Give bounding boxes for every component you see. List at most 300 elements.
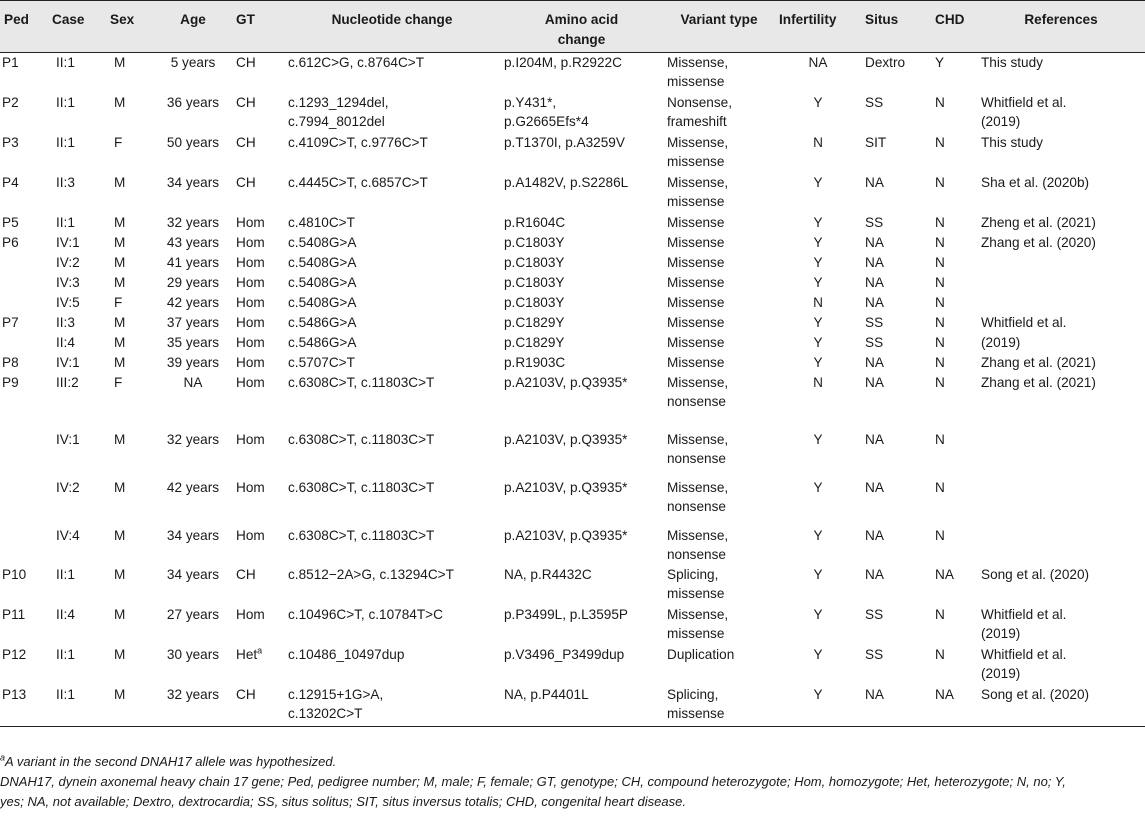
cell-nucleotide-change [284, 173, 500, 213]
cell-infertility [775, 333, 861, 353]
cell-references-line: Zhang et al. (2020) [981, 234, 1096, 250]
cell-gt-text: Hom [236, 374, 265, 390]
cell-amino-acid-change [500, 293, 663, 313]
cell-amino-acid-change [500, 565, 663, 605]
cell-age [154, 233, 232, 253]
cell-chd [931, 421, 977, 469]
cell-gt [232, 333, 284, 353]
cell-nucleotide-change-line: c.5408G>A [288, 294, 357, 310]
cell-age [154, 173, 232, 213]
cell-situs [861, 469, 931, 517]
cell-references [977, 469, 1145, 517]
cell-references [977, 333, 1145, 353]
cell-variant-type [663, 333, 775, 353]
cell-infertility [775, 293, 861, 313]
cell-variant-type [663, 213, 775, 233]
cell-gt-text: Hom [236, 527, 265, 543]
cell-variant-type [663, 605, 775, 645]
cell-gt-text: Hom [236, 479, 265, 495]
cell-nucleotide-change-line: c.5408G>A [288, 254, 357, 270]
cell-situs [861, 53, 931, 93]
cell-sex-text: M [114, 234, 126, 250]
table-row [0, 233, 1145, 253]
cell-variant-type-line: Duplication [667, 646, 735, 662]
cell-age-text: 42 years [166, 294, 220, 310]
cell-sex-text: M [114, 334, 126, 350]
cell-gt-text: Hom [236, 354, 265, 370]
cell-age-text: 37 years [166, 314, 220, 330]
cell-case-text: II:1 [56, 94, 75, 110]
cell-variant-type-line: Missense [667, 354, 725, 370]
cell-case [48, 685, 106, 727]
cell-ped-text: P6 [2, 234, 19, 250]
cell-chd-text: N [935, 134, 945, 150]
cell-chd-text: NA [935, 686, 954, 702]
cell-references [977, 353, 1145, 373]
cell-amino-acid-change-line: p.R1903C [504, 354, 566, 370]
footnote-mark: a [0, 752, 6, 763]
table-row [0, 565, 1145, 605]
cell-nucleotide-change [284, 645, 500, 685]
cell-gt [232, 353, 284, 373]
cell-amino-acid-change-line: p.A2103V, p.Q3935* [504, 527, 628, 543]
table-row [0, 353, 1145, 373]
table-row [0, 133, 1145, 173]
cell-ped-text: P13 [2, 686, 27, 702]
cell-variant-type-line: Missense [667, 274, 725, 290]
cell-amino-acid-change-line: p.T1370I, p.A3259V [504, 134, 625, 150]
cell-gt [232, 685, 284, 727]
cell-nucleotide-change-line: c.4445C>T, c.6857C>T [288, 174, 428, 190]
cell-case-text: II:1 [56, 134, 75, 150]
cell-chd-text: N [935, 174, 945, 190]
cell-situs-text: NA [865, 686, 884, 702]
cell-nucleotide-change-line: c.5408G>A [288, 234, 357, 250]
cell-references-line: This study [981, 134, 1043, 150]
cell-gt-text: CH [236, 566, 256, 582]
cell-chd [931, 293, 977, 313]
cell-nucleotide-change-line: c.12915+1G>A, [288, 686, 384, 702]
cell-chd [931, 213, 977, 233]
cell-nucleotide-change [284, 517, 500, 565]
cell-variant-type-line: nonsense [667, 546, 726, 562]
cell-references [977, 421, 1145, 469]
cell-infertility [775, 565, 861, 605]
cell-ped-text: P3 [2, 134, 19, 150]
cell-references [977, 373, 1145, 421]
cell-ped [0, 605, 48, 645]
cell-infertility [775, 421, 861, 469]
cell-amino-acid-change-line: p.A1482V, p.S2286L [504, 174, 629, 190]
header-chd: CHD [931, 1, 977, 53]
cell-age [154, 53, 232, 93]
cell-ped-text: P5 [2, 214, 19, 230]
cell-sex-text: M [114, 214, 126, 230]
cell-variant-type-line: missense [667, 705, 725, 721]
cell-variant-type [663, 421, 775, 469]
cell-variant-type-line: Nonsense, [667, 94, 732, 110]
table-row [0, 273, 1145, 293]
cell-gt-text: Hom [236, 274, 265, 290]
cell-references [977, 293, 1145, 313]
cell-infertility-text: N [813, 134, 823, 150]
cell-variant-type-line: nonsense [667, 450, 726, 466]
cell-sex [106, 173, 154, 213]
cell-amino-acid-change-line: p.A2103V, p.Q3935* [504, 374, 628, 390]
cell-gt-text: Hom [236, 334, 265, 350]
cell-chd-text: N [935, 374, 945, 390]
cell-chd [931, 605, 977, 645]
cell-references-line: Song et al. (2020) [981, 686, 1090, 702]
cell-nucleotide-change [284, 421, 500, 469]
cell-references [977, 273, 1145, 293]
cell-amino-acid-change [500, 273, 663, 293]
table-row [0, 313, 1145, 333]
cell-sex [106, 685, 154, 727]
cell-infertility [775, 273, 861, 293]
cell-age-text: 39 years [166, 354, 220, 370]
cell-infertility-text: N [813, 374, 823, 390]
cell-amino-acid-change [500, 213, 663, 233]
cell-infertility-text: Y [813, 527, 823, 543]
cell-gt-text: Hom [236, 234, 265, 250]
cell-situs-text: NA [865, 174, 884, 190]
cell-situs [861, 133, 931, 173]
cell-age [154, 293, 232, 313]
cell-age [154, 273, 232, 293]
cell-gt [232, 313, 284, 333]
cell-situs [861, 273, 931, 293]
cell-case [48, 353, 106, 373]
cell-situs [861, 373, 931, 421]
cell-chd-text: N [935, 527, 945, 543]
cell-age [154, 313, 232, 333]
cell-sex [106, 213, 154, 233]
table-row [0, 173, 1145, 213]
cell-age-text: 36 years [166, 94, 220, 110]
cell-chd [931, 253, 977, 273]
cell-situs-text: NA [865, 354, 884, 370]
cell-case-text: III:2 [56, 374, 79, 390]
cell-chd [931, 273, 977, 293]
cell-variant-type-line: Missense [667, 294, 725, 310]
cell-nucleotide-change [284, 53, 500, 93]
cell-infertility-text: Y [813, 254, 823, 270]
cell-amino-acid-change [500, 421, 663, 469]
cell-situs-text: SS [865, 606, 884, 622]
cell-infertility [775, 517, 861, 565]
cell-gt [232, 273, 284, 293]
cell-case-text: IV:2 [56, 254, 80, 270]
cell-sex [106, 565, 154, 605]
cell-gt [232, 133, 284, 173]
cell-ped [0, 421, 48, 469]
cell-nucleotide-change [284, 565, 500, 605]
header-nucleotide-change: Nucleotide change [284, 1, 500, 53]
cell-case-text: II:1 [56, 686, 75, 702]
cell-age-text: 35 years [166, 334, 220, 350]
cell-age-text: 42 years [166, 479, 220, 495]
cell-references-line: (2019) [981, 334, 1021, 350]
table-row [0, 605, 1145, 645]
cell-infertility-text: Y [813, 174, 823, 190]
cell-case [48, 645, 106, 685]
cell-references [977, 313, 1145, 333]
cell-situs [861, 213, 931, 233]
cell-references [977, 173, 1145, 213]
cell-gt-text: CH [236, 134, 256, 150]
cell-sex [106, 517, 154, 565]
cell-ped [0, 313, 48, 333]
cell-variant-type-line: Missense, [667, 134, 729, 150]
cell-chd-text: N [935, 431, 945, 447]
cell-situs [861, 173, 931, 213]
cell-nucleotide-change-line: c.6308C>T, c.11803C>T [288, 431, 435, 447]
cell-sex [106, 421, 154, 469]
cell-situs-text: NA [865, 234, 884, 250]
cell-ped-text: P1 [2, 55, 19, 70]
cell-gt-text: Hom [236, 214, 265, 230]
cell-variant-type-line: nonsense [667, 498, 726, 514]
cell-sex-text: M [114, 566, 126, 582]
cell-nucleotide-change [284, 353, 500, 373]
cell-ped [0, 173, 48, 213]
cell-situs-text: NA [865, 479, 884, 495]
cell-chd [931, 133, 977, 173]
cell-sex [106, 273, 154, 293]
cell-infertility-text: Y [813, 94, 823, 110]
cell-amino-acid-change-line: p.A2103V, p.Q3935* [504, 431, 628, 447]
cell-gt-text: CH [236, 174, 256, 190]
cell-age-text: 32 years [166, 214, 220, 230]
cell-age-text: 43 years [166, 234, 220, 250]
cell-nucleotide-change-line: c.5486G>A [288, 314, 357, 330]
cell-sex-text: M [114, 94, 126, 110]
cell-infertility-text: Y [813, 686, 823, 702]
header-variant-type: Variant type [663, 1, 775, 53]
cell-sex [106, 133, 154, 173]
cell-gt [232, 373, 284, 421]
header-ped: Ped [0, 1, 48, 53]
cell-references-line: Sha et al. (2020b) [981, 174, 1090, 190]
cell-gt-text: CH [236, 686, 256, 702]
cell-chd [931, 469, 977, 517]
cell-situs [861, 421, 931, 469]
cell-gt [232, 421, 284, 469]
cell-infertility-text: Y [813, 431, 823, 447]
cell-nucleotide-change [284, 213, 500, 233]
cell-case [48, 469, 106, 517]
cell-ped [0, 133, 48, 173]
footnote [0, 752, 1140, 772]
cell-variant-type-line: missense [667, 585, 725, 601]
cell-variant-type-line: Splicing, [667, 566, 719, 582]
cell-case-text: II:3 [56, 314, 75, 330]
cell-case [48, 293, 106, 313]
cell-situs [861, 645, 931, 685]
cell-variant-type-line: missense [667, 193, 725, 209]
cell-infertility-text: Y [813, 334, 823, 350]
cell-variant-type [663, 93, 775, 133]
cell-sex [106, 233, 154, 253]
cell-case-text: IV:1 [56, 234, 80, 250]
cell-age-text: 27 years [166, 606, 220, 622]
cell-infertility-text: Y [813, 479, 823, 495]
cell-sex-text: M [114, 646, 126, 662]
cell-case-text: IV:2 [56, 479, 80, 495]
cell-nucleotide-change-line: c.6308C>T, c.11803C>T [288, 374, 435, 390]
cell-variant-type [663, 53, 775, 93]
cell-nucleotide-change [284, 605, 500, 645]
cell-sex [106, 333, 154, 353]
cell-variant-type [663, 313, 775, 333]
cell-references-line: Zheng et al. (2021) [981, 214, 1096, 230]
cell-nucleotide-change [284, 333, 500, 353]
cell-variant-type [663, 273, 775, 293]
cell-case [48, 313, 106, 333]
cell-references [977, 253, 1145, 273]
cell-case [48, 565, 106, 605]
cell-variant-type [663, 173, 775, 213]
cell-ped [0, 517, 48, 565]
cell-sex-text: M [114, 55, 126, 70]
cell-situs-text: NA [865, 254, 884, 270]
cell-gt-text: Hom [236, 254, 265, 270]
cell-infertility [775, 173, 861, 213]
cell-sex-text: M [114, 686, 126, 702]
cell-nucleotide-change [284, 469, 500, 517]
cell-case [48, 373, 106, 421]
header-references: References [977, 1, 1145, 53]
cell-amino-acid-change [500, 53, 663, 93]
cell-variant-type [663, 469, 775, 517]
cell-age [154, 517, 232, 565]
table-row [0, 517, 1145, 565]
cell-amino-acid-change-line: p.A2103V, p.Q3935* [504, 479, 628, 495]
cell-age [154, 333, 232, 353]
cell-ped [0, 253, 48, 273]
cell-situs [861, 517, 931, 565]
header-sex: Sex [106, 1, 154, 53]
cell-amino-acid-change-line: p.C1803Y [504, 254, 565, 270]
cell-nucleotide-change [284, 133, 500, 173]
cell-amino-acid-change-line: p.C1803Y [504, 274, 565, 290]
cell-sex-text: M [114, 431, 126, 447]
cell-case-text: II:1 [56, 566, 75, 582]
cell-amino-acid-change-line: p.I204M, p.R2922C [504, 55, 622, 70]
cell-references-line: Whitfield et al. [981, 314, 1067, 330]
cell-case [48, 93, 106, 133]
cell-situs [861, 333, 931, 353]
cell-amino-acid-change-line: p.C1803Y [504, 294, 565, 310]
cell-sex [106, 645, 154, 685]
cell-infertility-text: Y [813, 274, 823, 290]
cell-variant-type [663, 133, 775, 173]
cell-ped [0, 273, 48, 293]
cell-case [48, 333, 106, 353]
cell-chd-text: Y [935, 55, 945, 70]
footnote-mark: a [257, 644, 263, 655]
cell-chd [931, 173, 977, 213]
cell-nucleotide-change-line: c.4109C>T, c.9776C>T [288, 134, 428, 150]
cell-age-text: 34 years [166, 527, 220, 543]
cell-ped [0, 293, 48, 313]
cell-age-text: 34 years [166, 174, 220, 190]
cell-nucleotide-change [284, 293, 500, 313]
cell-gt [232, 469, 284, 517]
cell-sex-text: M [114, 174, 126, 190]
cell-sex-text: M [114, 314, 126, 330]
cell-nucleotide-change-line: c.1293_1294del, [288, 94, 389, 110]
cell-infertility [775, 469, 861, 517]
cell-nucleotide-change-line: c.5408G>A [288, 274, 357, 290]
cell-situs [861, 605, 931, 645]
cell-age [154, 645, 232, 685]
cell-ped [0, 469, 48, 517]
cell-references [977, 685, 1145, 727]
cell-sex-text: F [114, 374, 123, 390]
cell-situs [861, 293, 931, 313]
cell-age [154, 253, 232, 273]
cell-chd-text: NA [935, 566, 954, 582]
cell-infertility [775, 685, 861, 727]
cell-sex-text: M [114, 527, 126, 543]
cell-age [154, 421, 232, 469]
cell-variant-type [663, 373, 775, 421]
abbreviations-line-1: DNAH17, dynein axonemal heavy chain 17 gene; Ped, pedigree number; M, male; F, female; GT, genotype; CH, compound heterozygote; Hom, homozygote; Het, heterozygote; N, no; Y, [0, 774, 1066, 789]
cell-amino-acid-change-line: NA, p.P4401L [504, 686, 589, 702]
cell-case [48, 273, 106, 293]
cell-infertility-text: Y [813, 646, 823, 662]
cell-chd-text: N [935, 274, 945, 290]
cell-amino-acid-change [500, 253, 663, 273]
cell-nucleotide-change-line: c.6308C>T, c.11803C>T [288, 479, 435, 495]
cell-age-text: 50 years [166, 134, 220, 150]
cell-amino-acid-change [500, 645, 663, 685]
cell-infertility [775, 93, 861, 133]
cell-infertility-text: NA [808, 55, 828, 70]
cell-situs-text: SS [865, 334, 884, 350]
cell-case-text: II:1 [56, 646, 75, 662]
cell-ped-text: P12 [2, 646, 27, 662]
cell-situs-text: NA [865, 294, 884, 310]
cell-situs [861, 313, 931, 333]
cell-amino-acid-change [500, 333, 663, 353]
cell-gt-text: Het [236, 646, 258, 662]
cell-infertility-text: Y [813, 606, 823, 622]
cell-infertility [775, 645, 861, 685]
cell-case [48, 233, 106, 253]
cell-references [977, 133, 1145, 173]
cell-sex [106, 605, 154, 645]
cell-amino-acid-change [500, 605, 663, 645]
cell-nucleotide-change-line: c.10486_10497dup [288, 646, 405, 662]
cell-ped [0, 333, 48, 353]
cell-chd [931, 53, 977, 93]
cell-sex-text: M [114, 354, 126, 370]
cell-case-text: II:4 [56, 334, 75, 350]
cell-nucleotide-change-line: c.13202C>T [288, 705, 363, 721]
cell-ped [0, 93, 48, 133]
cell-variant-type-line: Missense [667, 234, 725, 250]
cell-chd-text: N [935, 254, 945, 270]
cell-situs [861, 93, 931, 133]
cell-amino-acid-change [500, 173, 663, 213]
cell-nucleotide-change [284, 253, 500, 273]
cell-situs-text: NA [865, 374, 884, 390]
cell-ped [0, 565, 48, 605]
cell-ped [0, 645, 48, 685]
